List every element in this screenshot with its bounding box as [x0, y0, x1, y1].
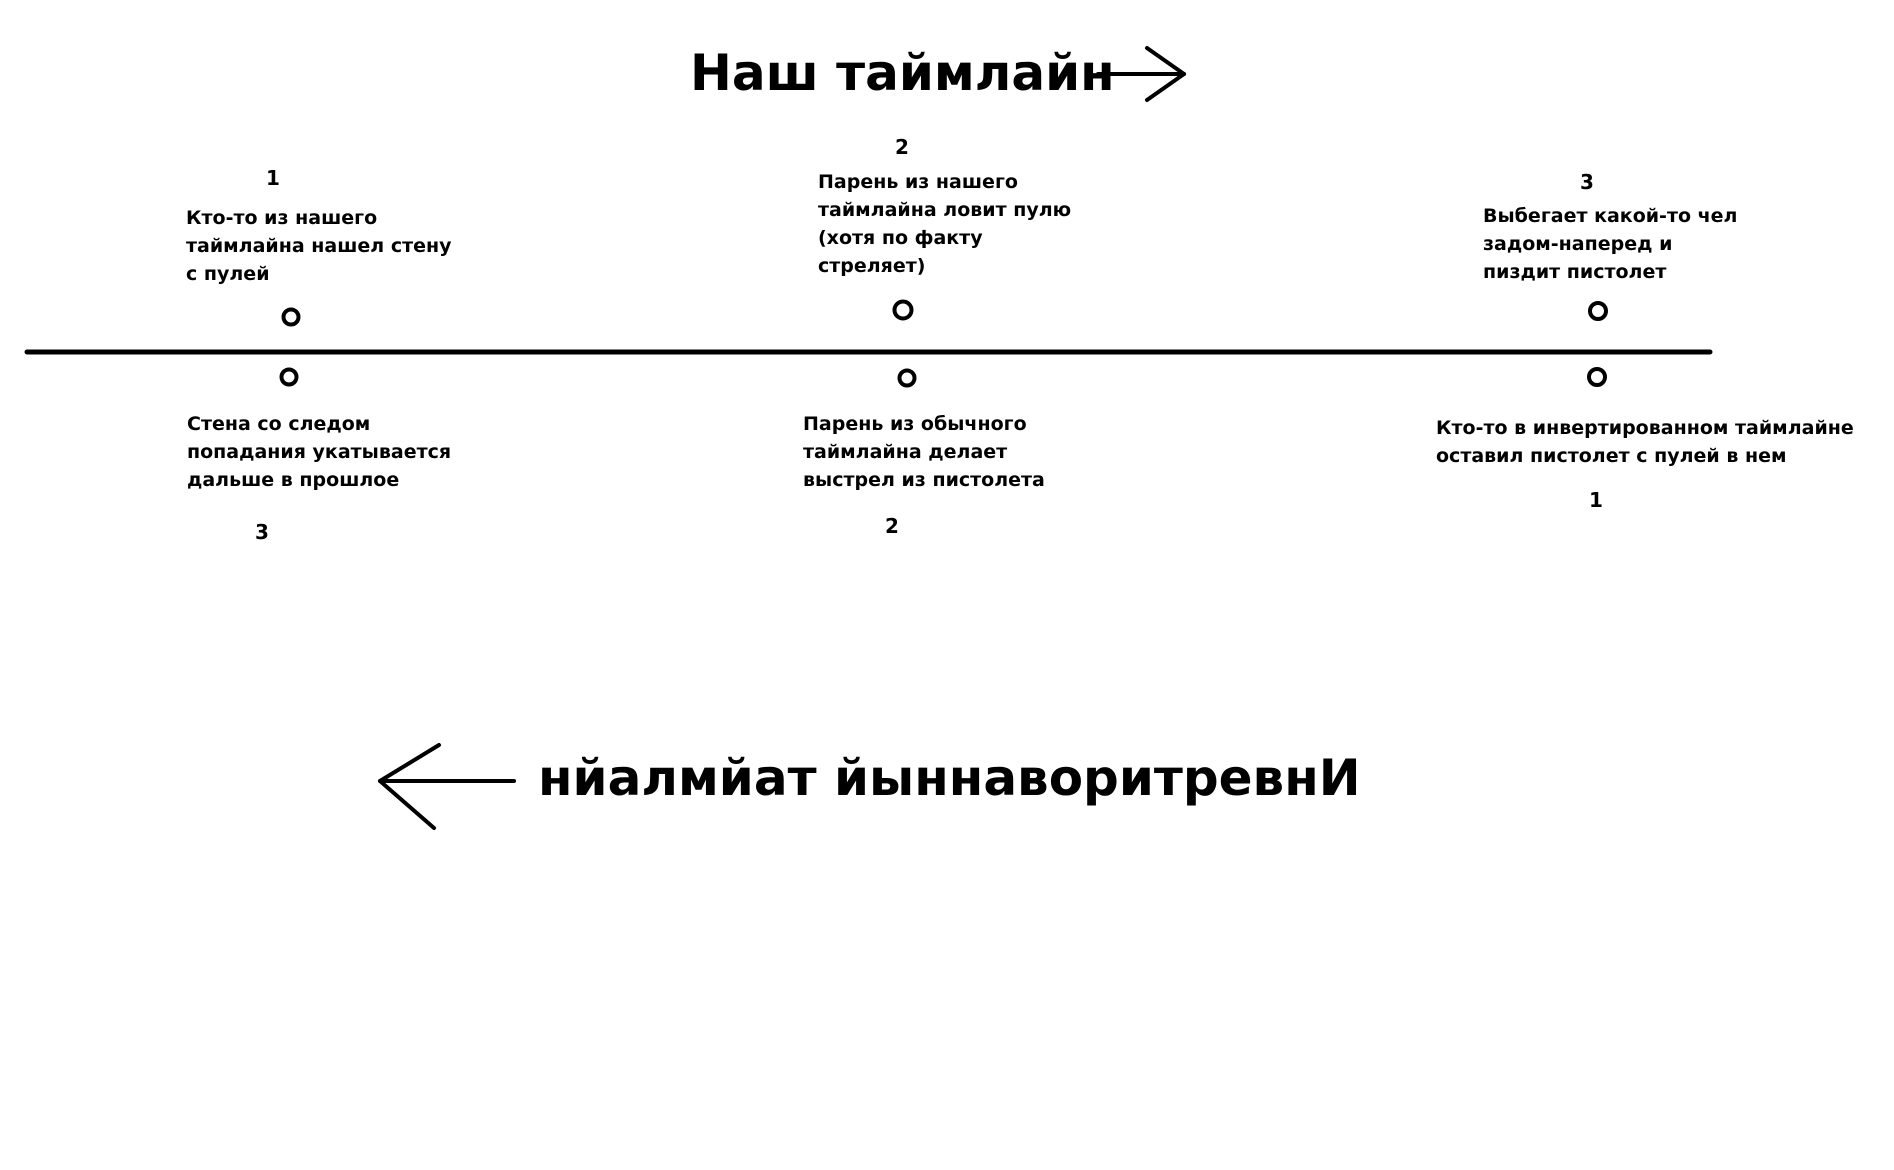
event-bottom-1-text: Стена со следом попадания укатывается дальше в прошлое [187, 413, 452, 491]
title-inverted-timeline: нйалмйат йыннаворитревнИ [538, 749, 1361, 807]
left-arrow-icon [380, 745, 514, 828]
event-marker-bottom-2 [900, 371, 915, 386]
title-our-timeline: Наш таймлайн [690, 44, 1115, 102]
event-marker-bottom-3 [1589, 369, 1605, 385]
event-top-1-number: 1 [266, 166, 280, 190]
event-marker-top-3 [1590, 303, 1606, 319]
event-top-3-number: 3 [1580, 170, 1594, 194]
event-top-2-text: Парень из нашего таймлайна ловит пулю (хотя по факту стреляет) [818, 171, 1072, 277]
event-marker-top-1 [284, 310, 299, 325]
event-top-1-text: Кто-то из нашего таймлайна нашел стену с пулей [186, 207, 452, 285]
event-bottom-3-number: 1 [1589, 488, 1603, 512]
event-marker-bottom-1 [282, 370, 297, 385]
event-marker-top-2 [895, 302, 912, 319]
event-top-3-text: Выбегает какой-то чел задом-наперед и пиздит пистолет [1483, 205, 1738, 283]
event-bottom-2-number: 2 [885, 514, 899, 538]
event-top-2-number: 2 [895, 135, 909, 159]
event-bottom-1-number: 3 [255, 520, 269, 544]
event-bottom-3-text: Кто-то в инвертированном таймлайне оставил пистолет с пулей в нем [1436, 417, 1854, 467]
event-bottom-2-text: Парень из обычного таймлайна делает выстрел из пистолета [803, 413, 1045, 491]
